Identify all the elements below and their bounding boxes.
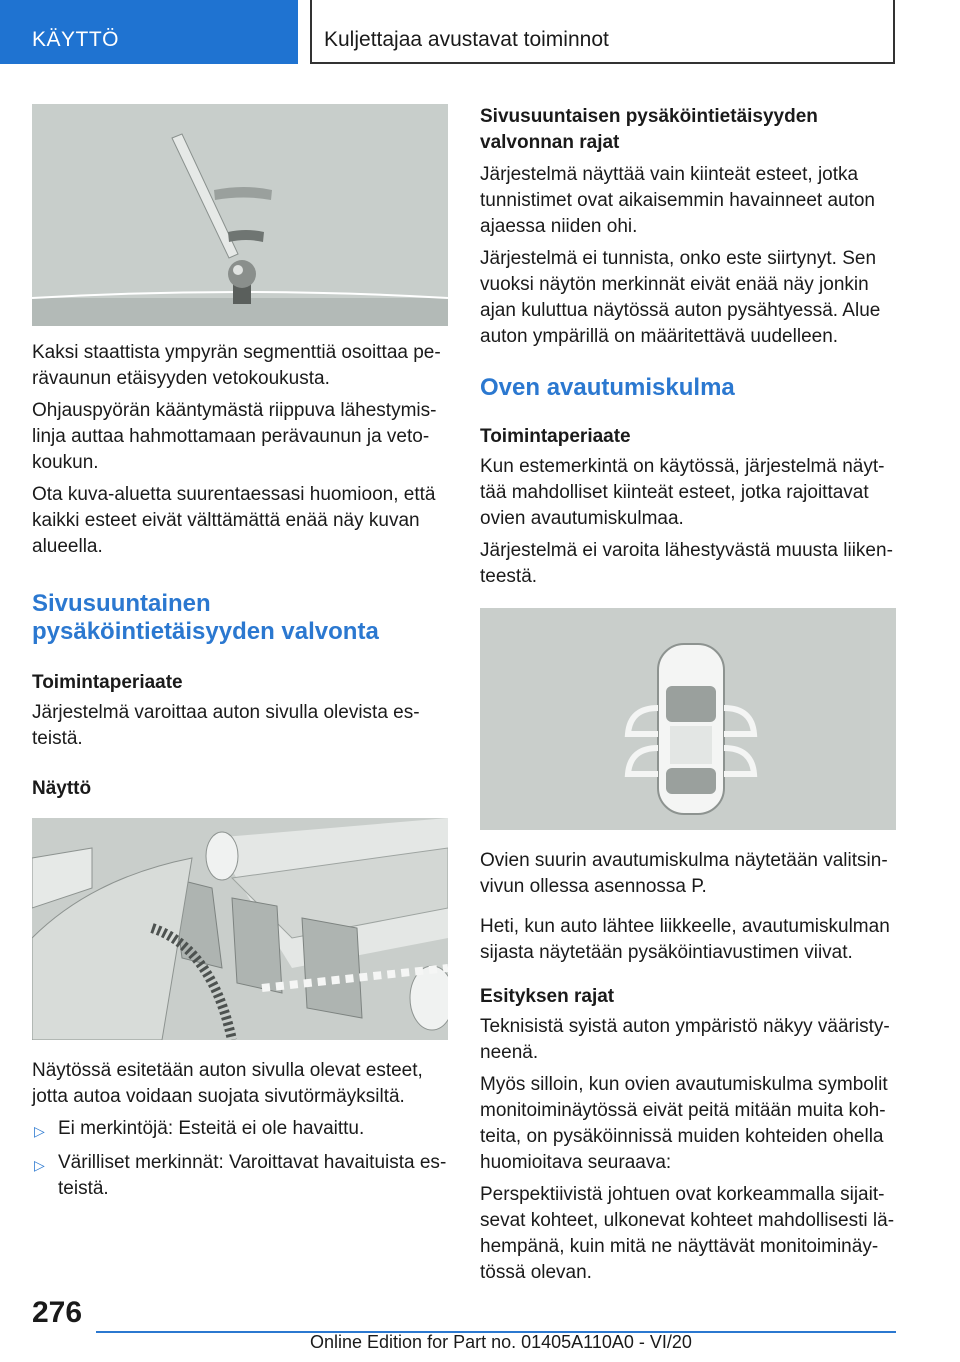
triangle-bullet-icon: ▷ (34, 1157, 45, 1173)
subheading: Näyttö (32, 778, 92, 799)
section-heading: Sivusuuntainen pysäköintietäisyyden valvonta (32, 590, 379, 645)
paragraph: Perspektiivistä johtuen ovat korkeammalla sijaitsevat kohteet, ulkonevat kohteet mahdollisesti lähempänä, kuin mitä ne näyttävät monitoiminäytössä olevan. (480, 1184, 895, 1283)
section-heading: Oven avautumiskulma (480, 374, 735, 401)
paragraph: Teknisistä syistä auton ympäristö näkyy vääristyneenä. (480, 1016, 890, 1063)
paragraph: Heti, kun auto lähtee liikkeelle, avautumiskulman sijasta näytetään pysäköintiavustimen viivat. (480, 916, 890, 963)
paragraph: Kaksi staattista ympyrän segmenttiä osoittaa perävaunun etäisyyden vetokoukusta. (32, 342, 441, 389)
paragraph: Järjestelmä ei varoita lähestyvästä muusta liikenteestä. (480, 540, 893, 587)
subheading: Sivusuuntaisen pysäköintietäisyyden valvonnan rajat (480, 106, 818, 153)
page-number: 276 (32, 1296, 83, 1329)
paragraph: Järjestelmä näyttää vain kiinteät esteet, jotka tunnistimet ovat aikaisemmin havainneet auton ajaessa niiden ohi. (480, 164, 876, 237)
triangle-bullet-icon: ▷ (34, 1123, 45, 1139)
section-title: Kuljettajaa avustavat toiminnot (310, 0, 895, 64)
left-column (32, 104, 448, 1210)
paragraph: Järjestelmä ei tunnista, onko este siirtynyt. Sen vuoksi näytön merkinnät eivät enää näy jonkin ajan kuluttua näytössä auton pysähtyessä. Alue auton ympärillä on määritettävä uudelleen. (480, 248, 881, 347)
tow-hitch-figure (32, 104, 448, 326)
subheading: Toimintaperiaate (480, 426, 631, 447)
paragraph: Ota kuva-aluetta suurentaessasi huomioon, että kaikki esteet eivät välttämättä enää näy kuvan alueella. (32, 484, 436, 557)
door-angle-figure (480, 608, 896, 830)
right-column (480, 104, 896, 1286)
side-parking-figure (32, 818, 448, 1040)
subheading: Esityksen rajat (480, 986, 615, 1007)
paragraph: Ovien suurin avautumiskulma näytetään valitsinvivun ollessa asennossa P. (480, 850, 888, 897)
list-item: ▷ Värilliset merkinnät: Varoittavat havaituista esteistä. (34, 1152, 447, 1199)
paragraph: Näytössä esitetään auton sivulla olevat esteet, jotta autoa voidaan suojata sivutörmäyksiltä. (32, 1060, 423, 1107)
paragraph: Ohjauspyörän kääntymästä riippuva lähestymislinja auttaa hahmottamaan perävaunun ja vetokoukun. (32, 400, 437, 473)
list-item: ▷ Ei merkintöjä: Esteitä ei ole havaittu. (32, 1116, 448, 1142)
paragraph: Kun estemerkintä on käytössä, järjestelmä näyttää mahdolliset kiinteät esteet, jotka rajoittavat ovien avautumiskulmaa. (480, 456, 885, 529)
edition-footer: Online Edition for Part no. 01405A110A0 - VI/20 (310, 1332, 692, 1352)
paragraph: Järjestelmä varoittaa auton sivulla olevista esteistä. (32, 702, 420, 749)
bullet-list (32, 1116, 448, 1202)
chapter-tab: KÄYTTÖ (0, 0, 298, 64)
paragraph: Myös silloin, kun ovien avautumiskulma symbolit monitoiminäytössä eivät peitä mitään muita kohteita, on pysäköinnissä muiden kohteiden ohella huomioitava seuraava: (480, 1074, 888, 1173)
subheading: Toimintaperiaate (32, 672, 183, 693)
